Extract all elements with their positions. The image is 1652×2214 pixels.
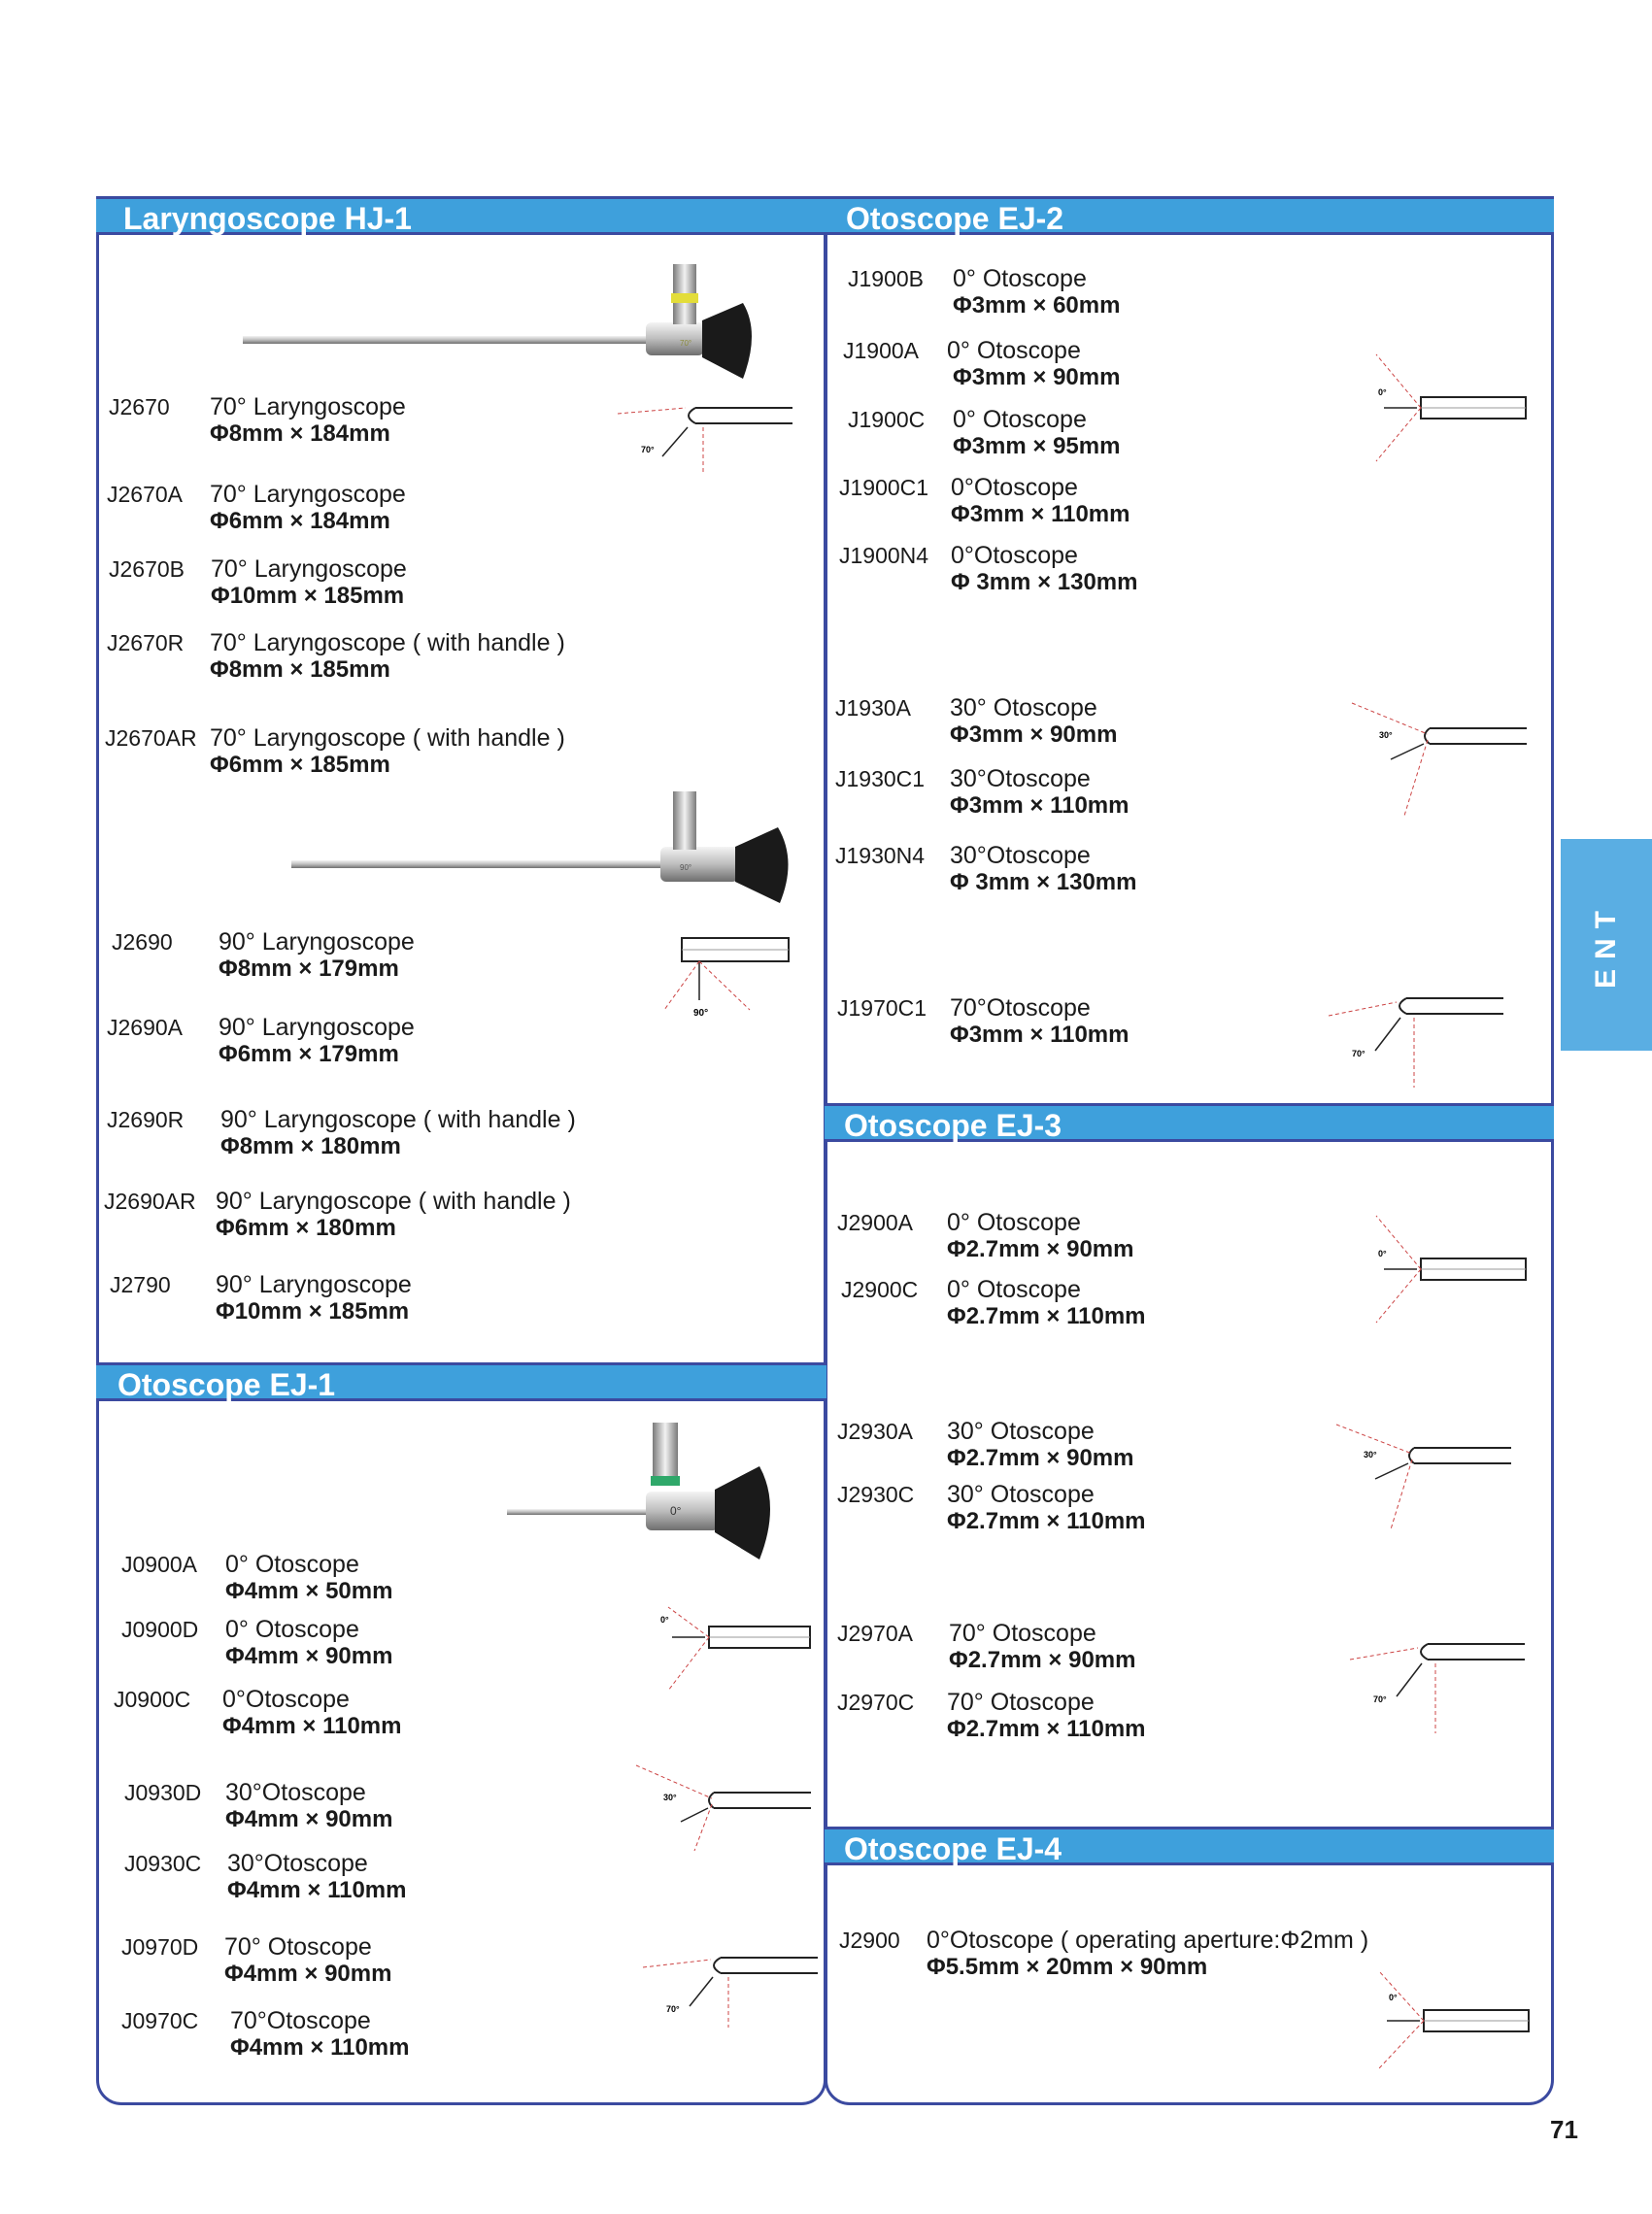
item-name: 90° Laryngoscope ( with handle ) [220,1106,576,1133]
item-name: 0° Otoscope [947,1209,1081,1236]
item-dimension: Φ3mm × 110mm [951,501,1130,527]
item-dimension: Φ6mm × 180mm [216,1215,396,1241]
angle-label: 70° [1352,1049,1365,1058]
item-code: J1900N4 [839,543,929,568]
item-dimension: Φ3mm × 110mm [950,1022,1129,1048]
item-code: J2670R [107,630,185,655]
item-code: J2670B [109,556,185,582]
item-code: J2690A [107,1015,184,1040]
item-name: 70° Otoscope [224,1933,372,1961]
item-dimension: Φ4mm × 90mm [225,1643,393,1669]
item-code: J2670A [107,482,184,507]
section-header-laryngoscope-hj1: Laryngoscope HJ-1 [96,196,826,235]
item-code: J1900B [848,266,925,291]
item-dimension: Φ5.5mm × 20mm × 90mm [927,1954,1208,1980]
scope-engraving: 0° [670,1504,682,1518]
item-code: J2900C [841,1277,919,1302]
section-header-otoscope-ej1: Otoscope EJ-1 [96,1362,826,1401]
item-name: 70°Otoscope [950,994,1091,1022]
item-code: J2970A [837,1621,914,1646]
item-dimension: Φ6mm × 179mm [219,1041,399,1067]
item-dimension: Φ6mm × 185mm [210,752,390,778]
item-code: J2930C [837,1482,915,1507]
section-header-otoscope-ej4: Otoscope EJ-4 [825,1827,1554,1865]
item-dimension: Φ10mm × 185mm [211,583,405,609]
item-dimension: Φ2.7mm × 90mm [949,1647,1136,1673]
tip-0-diagram [1377,1971,1533,2068]
laryngoscope-70-illustration [238,254,801,390]
item-code: J1930C1 [835,766,926,791]
tip-90-diagram [660,932,796,1029]
item-name: 90° Laryngoscope [219,928,415,956]
item-code: J0900C [114,1687,191,1712]
item-name: 0° Otoscope [947,1276,1081,1303]
otoscope-0-illustration [505,1418,796,1563]
item-code: J1930N4 [835,843,926,868]
item-code: J0970C [121,2008,199,2033]
item-code: J1930A [835,695,912,721]
item-name: 70° Laryngoscope [211,555,407,583]
item-name: 70° Laryngoscope ( with handle ) [210,724,565,752]
item-dimension: Φ4mm × 90mm [225,1806,393,1832]
item-name: 0°Otoscope [951,474,1078,501]
right-panel [825,196,1554,2105]
angle-label: 0° [1378,387,1387,397]
angle-label: 0° [1378,1249,1387,1258]
tip-70-diagram [618,386,792,474]
item-code: J0930D [124,1780,202,1805]
angle-label: 70° [666,2004,680,2014]
side-tab-ent [1561,839,1652,1051]
item-name: 0° Otoscope [953,406,1087,433]
item-code: J0930C [124,1851,202,1876]
scope-engraving: 90° [680,863,692,872]
item-name: 90° Laryngoscope [216,1271,412,1298]
item-code: J0900D [121,1617,199,1642]
item-name: 90° Laryngoscope ( with handle ) [216,1188,571,1215]
item-code: J2690 [112,929,173,955]
item-dimension: Φ8mm × 184mm [210,420,390,447]
item-code: J2790 [110,1272,171,1297]
item-code: J2900A [837,1210,914,1235]
item-dimension: Φ 3mm × 130mm [950,869,1137,895]
item-code: J2690R [107,1107,185,1132]
item-dimension: Φ4mm × 110mm [222,1713,402,1739]
item-code: J0900A [121,1552,198,1577]
item-code: J2900 [839,1928,900,1953]
item-name: 0° Otoscope [225,1616,359,1643]
tip-70-diagram [1329,990,1503,1093]
item-code: J2670AR [105,725,197,751]
item-dimension: Φ 3mm × 130mm [951,569,1138,595]
item-name: 0° Otoscope [225,1551,359,1578]
item-name: 0° Otoscope [947,337,1081,364]
item-dimension: Φ3mm × 110mm [950,792,1129,819]
angle-label: 70° [1373,1694,1387,1704]
item-code: J2930A [837,1419,914,1444]
tip-30-diagram [1336,1423,1511,1529]
tip-30-diagram [1352,699,1527,816]
item-name: 30°Otoscope [950,842,1091,869]
item-code: J2690AR [104,1189,196,1214]
item-dimension: Φ4mm × 110mm [227,1877,407,1903]
angle-label: 0° [660,1615,669,1625]
item-dimension: Φ2.7mm × 110mm [947,1716,1146,1742]
item-dimension: Φ4mm × 50mm [225,1578,393,1604]
scope-engraving: 70° [680,339,692,348]
angle-label: 30° [1364,1450,1377,1459]
side-tab-label: ENT [1590,901,1622,989]
item-dimension: Φ10mm × 185mm [216,1298,410,1325]
item-dimension: Φ3mm × 90mm [953,364,1121,390]
angle-label: 30° [1379,730,1393,740]
item-name: 70° Laryngoscope [210,481,406,508]
angle-label: 70° [641,445,655,454]
tip-70-diagram [643,1944,818,2031]
item-name: 70°Otoscope [230,2007,371,2034]
item-dimension: Φ6mm × 184mm [210,508,390,534]
item-name: 70° Otoscope [949,1620,1096,1647]
item-dimension: Φ3mm × 60mm [953,292,1121,319]
item-name: 0°Otoscope [222,1686,350,1713]
item-code: J2970C [837,1690,915,1715]
item-name: 70° Laryngoscope [210,393,406,420]
item-code: J0970D [121,1934,199,1960]
item-name: 70° Otoscope [947,1689,1095,1716]
item-dimension: Φ2.7mm × 90mm [947,1445,1134,1471]
item-dimension: Φ2.7mm × 90mm [947,1236,1134,1262]
item-dimension: Φ3mm × 95mm [953,433,1121,459]
item-dimension: Φ8mm × 185mm [210,656,390,683]
item-name: 0° Otoscope [953,265,1087,292]
item-dimension: Φ3mm × 90mm [950,721,1118,748]
item-name: 30° Otoscope [947,1418,1095,1445]
item-code: J2670 [109,394,170,419]
item-dimension: Φ4mm × 90mm [224,1961,392,1987]
item-dimension: Φ2.7mm × 110mm [947,1508,1146,1534]
item-dimension: Φ2.7mm × 110mm [947,1303,1146,1329]
item-name: 0°Otoscope ( operating aperture:Φ2mm ) [927,1927,1369,1954]
angle-label: 90° [693,1008,709,1019]
item-name: 30° Otoscope [950,694,1097,721]
tip-0-diagram [1374,1216,1530,1323]
item-dimension: Φ8mm × 180mm [220,1133,401,1159]
tip-0-diagram [658,1607,814,1691]
section-header-otoscope-ej3: Otoscope EJ-3 [825,1103,1554,1142]
laryngoscope-90-illustration [287,787,801,908]
item-name: 30°Otoscope [227,1850,368,1877]
angle-label: 30° [663,1793,677,1802]
tip-70-diagram [1350,1636,1525,1737]
item-code: J1970C1 [837,995,927,1021]
item-name: 90° Laryngoscope [219,1014,415,1041]
item-name: 30° Otoscope [947,1481,1095,1508]
item-dimension: Φ4mm × 110mm [230,2034,410,2061]
item-name: 30°Otoscope [225,1779,366,1806]
item-code: J1900C [848,407,926,432]
item-code: J1900A [843,338,920,363]
item-code: J1900C1 [839,475,929,500]
tip-0-diagram [1374,354,1530,461]
page-number: 71 [1550,2115,1578,2144]
item-name: 30°Otoscope [950,765,1091,792]
angle-label: 0° [1389,1993,1398,2002]
item-name: 70° Laryngoscope ( with handle ) [210,629,565,656]
tip-30-diagram [636,1765,811,1851]
item-dimension: Φ8mm × 179mm [219,956,399,982]
section-header-otoscope-ej2: Otoscope EJ-2 [825,196,1554,235]
item-name: 0°Otoscope [951,542,1078,569]
